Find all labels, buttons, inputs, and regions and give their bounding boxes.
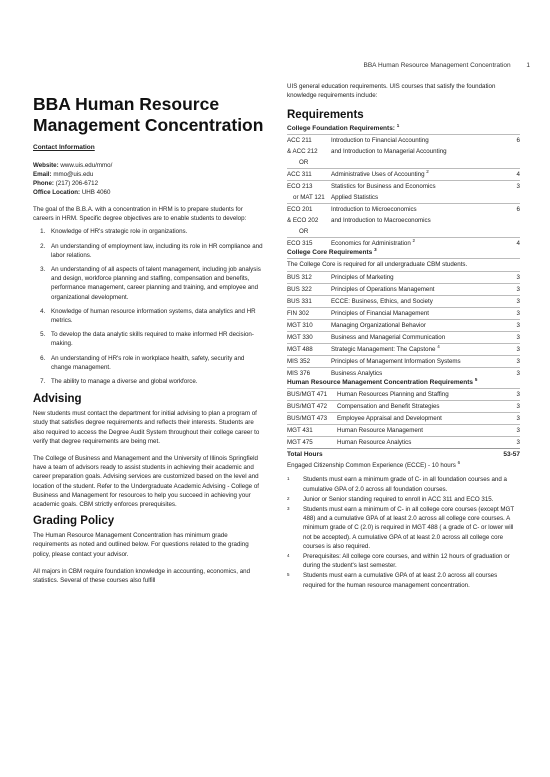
header-title: BBA Human Resource Management Concentration [363, 62, 511, 69]
table-row: MIS 352 Principles of Management Information Systems 3 [287, 355, 520, 367]
advising-heading: Advising [33, 393, 82, 406]
ecce-note: Engaged Citizenship Common Experience (ECCE) - 10 hours $^6$ [287, 460, 461, 470]
footnote: 4 Prerequisites: All college core courses, and within 12 hours of graduation or during the student's last semester. [287, 553, 510, 570]
table-row: MGT 431 Human Resource Management 3 [287, 424, 520, 436]
table-row: MGT 488 Strategic Management: The Capstone $^4$ 3 [287, 343, 520, 355]
right-intro-paragraph: UIS general education requirements. UIS courses that satisfy the foundation knowledge requirements include: [287, 83, 496, 100]
table-row: FIN 302 Principles of Financial Management 3 [287, 307, 520, 319]
table-row: or MAT 121 Applied Statistics [293, 193, 379, 201]
requirements-heading: Requirements [287, 109, 364, 122]
advising-paragraph-2: The College of Business and Management and the University of Illinois Springfield have a team of advisors ready to assist students in achieving their academic and career preparation goals. Advising services are customized based on the level and location of the student. Refer to the Undergraduate Academic Advising - College of Business and Management for resources to help you succeed in achieving your academic goals. CBM strictly enforces prerequisites. [33, 455, 259, 509]
contact-email [33, 170, 265, 179]
table-row: BUS 331 ECCE: Business, Ethics, and Society 3 [287, 295, 520, 307]
table-row: BUS/MGT 472 Compensation and Benefit Strategies 3 [287, 400, 520, 412]
table-row: BUS 312 Principles of Marketing 3 [287, 271, 520, 283]
office-label: Office Location: [33, 189, 81, 196]
contact-heading: Contact Information [33, 144, 95, 151]
intro-paragraph: The goal of the B.B.A. with a concentration in HRM is to prepare students for careers in HRM. Specific degree objectives are to enable students to develop: [33, 206, 247, 223]
footnote: 2 Junior or Senior standing required to enroll in ACC 311 and ECO 315. [287, 495, 494, 503]
table-row: ECO 201 Introduction to Microeconomics 6 [287, 203, 520, 215]
running-header [364, 62, 531, 69]
website-label: Website: [33, 162, 59, 169]
contact-website [33, 161, 265, 170]
core-note: The College Core is required for all undergraduate CBM students. [287, 258, 520, 271]
hrm-heading: Human Resource Management Concentration Requirements $^5$ [287, 377, 478, 387]
phone-value: (217) 206-6712 [55, 180, 99, 187]
table-row: & ACC 212 and Introduction to Managerial Accounting [287, 147, 447, 155]
footnote: 3 Students must earn a minimum of C- in all college core courses (except MGT 488) and a cumulative GPA of at least 2.0 across all college core courses. A minimum grade of C (2.0) is required in MGT 488 ( a grade of C- or lower will not be accepted). A cumulative GPA of at least 2.0 across all college core courses is also required. [287, 506, 515, 550]
table-row: MIS 376 Business Analytics 3 [287, 367, 520, 379]
grading-paragraph-1: The Human Resource Management Concentration has minimum grade requirements as noted and outlined below. For questions related to the grading policy, please contact your advisor. [33, 532, 249, 558]
page-number: 1 [526, 62, 530, 69]
list-item: 7. The ability to manage a diverse and global workforce. [47, 377, 265, 386]
footnote: 5 Students must earn a cumulative GPA of at least 2.0 across all courses required for the human resource management concentration. [287, 572, 498, 589]
or-separator: OR [299, 228, 309, 236]
table-row: BUS/MGT 471 Human Resources Planning and Staffing 3 [287, 388, 520, 400]
website-link[interactable]: www.uis.edu/mmo/ [60, 162, 113, 169]
email-label: Email: [33, 171, 52, 178]
core-table [287, 258, 520, 379]
foundation-table [287, 134, 520, 249]
email-link[interactable]: mmo@uis.edu [53, 171, 94, 178]
page-title: BBA Human Resource Management Concentration [33, 94, 264, 135]
office-value: UHB 4060 [81, 189, 111, 196]
hrm-table [287, 388, 520, 472]
table-row: MGT 330 Business and Managerial Communication 3 [287, 331, 520, 343]
left-column [33, 94, 265, 585]
grading-paragraph-2: All majors in CBM require foundation knowledge in accounting, economics, and statistics. Several of these courses also fulfill [33, 567, 251, 585]
right-column [287, 82, 520, 591]
table-row: MGT 475 Human Resource Analytics 3 [287, 436, 520, 448]
table-row: ACC 211 Introduction to Financial Accounting 6 [287, 134, 520, 146]
list-item: 2. An understanding of employment law, including its role in HR compliance and labor relations. [47, 242, 265, 260]
list-item: 3. An understanding of all aspects of talent management, including job analysis and design, workforce planning and staffing, compensation and benefits, performance management, career planning and training, and employee and organizational development. [47, 265, 265, 302]
foundation-heading: College Foundation Requirements: $^1$ [287, 123, 400, 133]
objectives-list [33, 227, 265, 386]
table-row: ECO 213 Statistics for Business and Economics 3 [287, 180, 520, 192]
list-item: 4. Knowledge of human resource information systems, data analytics and HR metrics. [47, 307, 265, 325]
list-item: 5. To develop the data analytic skills required to make informed HR decision-making. [47, 330, 265, 348]
core-heading: College Core Requirements $^3$ [287, 247, 377, 257]
total-hours-row: Total Hours 53-57 [287, 448, 520, 460]
table-row: ECO 315 Economics for Administration $^2$ 4 [287, 237, 520, 249]
contact-office [33, 188, 265, 197]
table-row: BUS 322 Principles of Operations Management 3 [287, 283, 520, 295]
table-row: ACC 311 Administrative Uses of Accounting $^2$ 4 [287, 168, 520, 180]
table-row: BUS/MGT 473 Employee Appraisal and Development 3 [287, 412, 520, 424]
table-row: MGT 310 Managing Organizational Behavior 3 [287, 319, 520, 331]
or-separator: OR [299, 159, 309, 167]
footnotes [287, 475, 520, 589]
grading-heading: Grading Policy [33, 515, 115, 528]
footnote: 1 Students must earn a minimum grade of C- in all foundation courses and a cumulative GPA of 2.0 across all foundation courses. [287, 476, 507, 493]
advising-paragraph-1: New students must contact the department for initial advising to plan a program of study that satisfies degree requirements and reflects their interests. Students are also required to access the Degree Audit System throughout their college career to verify that degree requirements are being met. [33, 410, 260, 445]
contact-phone [33, 179, 265, 188]
list-item: 6. An understanding of HR's role in workplace health, safety, security and change management. [47, 354, 265, 372]
list-item: 1. Knowledge of HR's strategic role in organizations. [47, 227, 265, 236]
table-row: & ECO 202 and Introduction to Macroeconomics [287, 216, 431, 224]
phone-label: Phone: [33, 180, 54, 187]
